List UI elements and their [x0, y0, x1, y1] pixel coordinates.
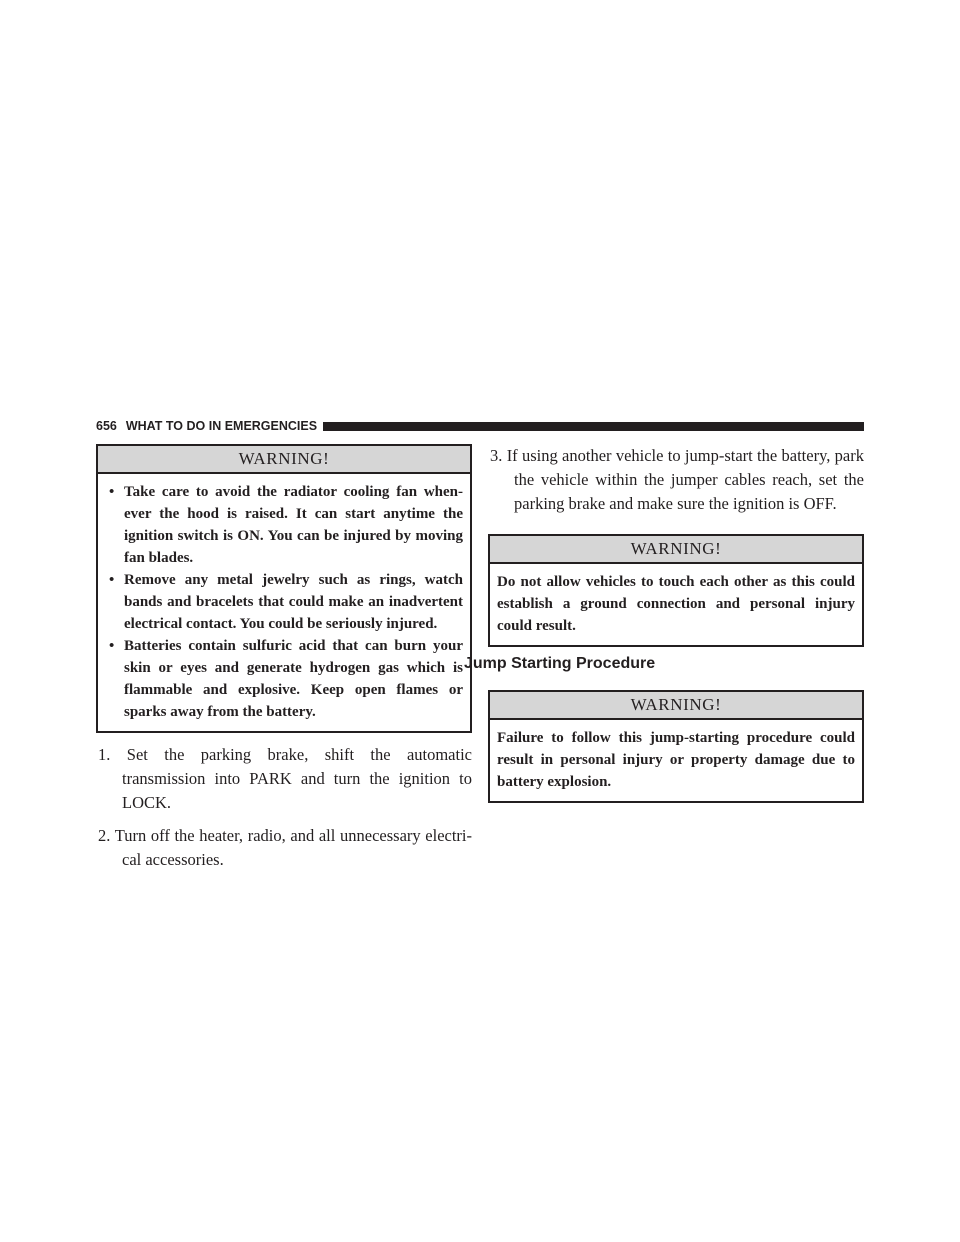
warning-body [490, 720, 862, 801]
warning-box-fan [96, 444, 472, 733]
warning-title: WARNING! [98, 446, 470, 474]
header-rule [323, 422, 864, 431]
bullet-icon: • [109, 572, 115, 588]
step-text: Set the parking brake, shift the automatic transmission into PARK and turn the ignition to LOCK. [122, 745, 473, 812]
step-number: 2. [98, 826, 111, 845]
warning-bullet-list [105, 481, 463, 723]
warning-bullet [105, 635, 463, 723]
warning-text: Do not allow vehicles to touch each other as this could establish a ground connection and personal injury could result. [497, 574, 855, 634]
subheading-jump-starting: Jump Starting Procedure [464, 655, 656, 672]
warning-box-procedure [488, 690, 864, 803]
warning-bullet-text: Take care to avoid the radiator cooling fan when-ever the hood is raised. It can start anytime the ignition switch is ON. You can be injured by moving fan blades. [124, 484, 463, 566]
step-2 [96, 824, 472, 872]
page-number: 656 [96, 419, 117, 433]
page-header [96, 418, 864, 434]
step-number: 3. [490, 446, 503, 465]
bullet-icon: • [109, 484, 115, 500]
warning-bullet-text: Batteries contain sulfuric acid that can burn your skin or eyes and generate hydrogen gas which is flammable and explosive. Keep open flames or sparks away from the battery. [124, 638, 463, 720]
warning-bullet [105, 569, 463, 635]
step-3 [488, 444, 864, 516]
bullet-icon: • [109, 638, 115, 654]
step-text: Turn off the heater, radio, and all unnecessary electri-cal accessories. [114, 826, 472, 869]
step-text: If using another vehicle to jump-start the battery, park the vehicle within the jumper cables reach, set the parking brake and make sure the ignition is OFF. [506, 446, 864, 513]
warning-body [490, 564, 862, 645]
section-title: WHAT TO DO IN EMERGENCIES [125, 419, 318, 433]
warning-bullet [105, 481, 463, 569]
warning-text: Failure to follow this jump-starting procedure could result in personal injury or property damage due to battery explosion. [497, 730, 855, 790]
warning-title: WARNING! [490, 692, 862, 720]
right-column [464, 444, 864, 803]
step-number: 1. [98, 745, 111, 764]
step-1 [96, 743, 472, 815]
left-column [96, 444, 472, 872]
warning-box-vehicles [488, 534, 864, 647]
warning-title: WARNING! [490, 536, 862, 564]
warning-body [98, 474, 470, 731]
warning-bullet-text: Remove any metal jewelry such as rings, watch bands and bracelets that could make an inadvertent electrical contact. You could be seriously injured. [124, 572, 463, 632]
